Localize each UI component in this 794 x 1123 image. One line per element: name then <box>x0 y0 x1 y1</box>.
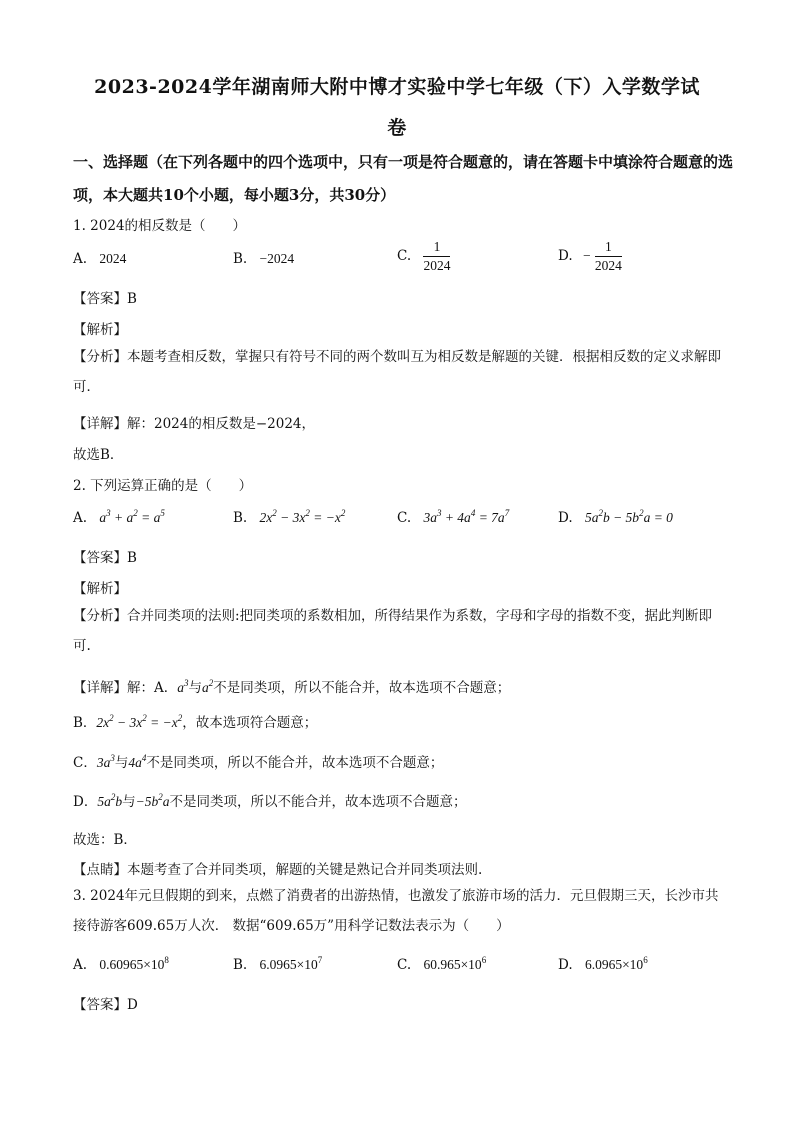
q3-option-a: A. $0.60965\times 10^8$ <box>73 955 169 973</box>
q3-answer: 【答案】D <box>73 997 138 1013</box>
q3-option-c: C. $60.965\times 10^6$ <box>397 955 487 973</box>
q2-option-d: D. $5a^2b - 5b^2a = 0$ <box>558 508 673 526</box>
q1-option-c: C. $\frac{1}{2024}$ <box>397 239 451 273</box>
q2-answer: 【答案】B <box>73 550 137 566</box>
q2-stem: 2. 下列运算正确的是（ ） <box>73 478 253 494</box>
q3-option-d: D. $6.0965\times 10^6$ <box>558 955 648 973</box>
q1-analysis: 【分析】本题考查相反数，掌握只有符号不同的两个数叫互为相反数是解题的关键．根据相反数的定义求解即可． <box>73 349 721 395</box>
q2-conclude: 故选：B． <box>73 832 137 848</box>
section-heading: 一、选择题（在下列各题中的四个选项中，只有一项是符合题意的，请在答题卡中填涂符合题意的选项，本大题共10个小题，每小题3分，共30分） <box>73 153 734 204</box>
q2-detail-b: B．$2x^2 - 3x^2 = -x^2$，故本选项符合题意； <box>73 713 318 731</box>
q2-option-c: C. $3a^3 + 4a^4 = 7a^7$ <box>397 508 510 526</box>
fraction: $\frac{1}{2024}$ <box>423 239 451 273</box>
q2-detail-a: 【详解】解：A．$a^3$与$a^2$不是同类项，所以不能合并，故本选项不合题意； <box>73 678 511 696</box>
q2-option-b: B. $2x^2 - 3x^2 = -x^2$ <box>233 508 346 526</box>
q2-detail-d: D．$5a^2b$与$-5b^2a$不是同类项，所以不能合并，故本选项不合题意； <box>73 792 467 810</box>
doc-title-line1: 2023-2024学年湖南师大附中博才实验中学七年级（下）入学数学试 <box>94 76 700 98</box>
q2-detail-c: C．$3a^3$与$4a^4$不是同类项，所以不能合并，故本选项不合题意； <box>73 753 444 771</box>
q2-option-a: A. $a^3 + a^2 = a^5$ <box>73 508 165 526</box>
q3-option-b: B. $6.0965\times 10^7$ <box>233 955 323 973</box>
q1-answer: 【答案】B <box>73 291 137 307</box>
fraction: $\frac{1}{2024}$ <box>594 239 622 273</box>
q1-jiexi: 【解析】 <box>73 322 127 338</box>
q3-stem: 3. 2024年元旦假期的到来，点燃了消费者的出游热情，也激发了旅游市场的活力．元旦假期三天，长沙市共接待游客609.65万人次． 数据“609.65万”用科学记数法表示为（ ） <box>73 888 719 934</box>
q2-dianjing: 【点睛】本题考查了合并同类项，解题的关键是熟记合并同类项法则. <box>73 862 483 878</box>
doc-title-line2: 卷 <box>387 117 407 139</box>
q1-option-d: D. − $\frac{1}{2024}$ <box>558 239 622 273</box>
q1-option-b: B. −2024 <box>233 251 295 267</box>
q2-analysis: 【分析】合并同类项的法则:把同类项的系数相加，所得结果作为系数，字母和字母的指数不变，据此判断即可. <box>73 608 713 654</box>
q1-stem: 1. 2024的相反数是（ ） <box>73 218 247 234</box>
q1-detail: 【详解】解：2024的相反数是−2024， <box>73 416 316 432</box>
q1-option-a: A. 2024 <box>73 251 127 267</box>
q2-jiexi: 【解析】 <box>73 581 127 597</box>
q1-conclude: 故选B． <box>73 447 124 463</box>
